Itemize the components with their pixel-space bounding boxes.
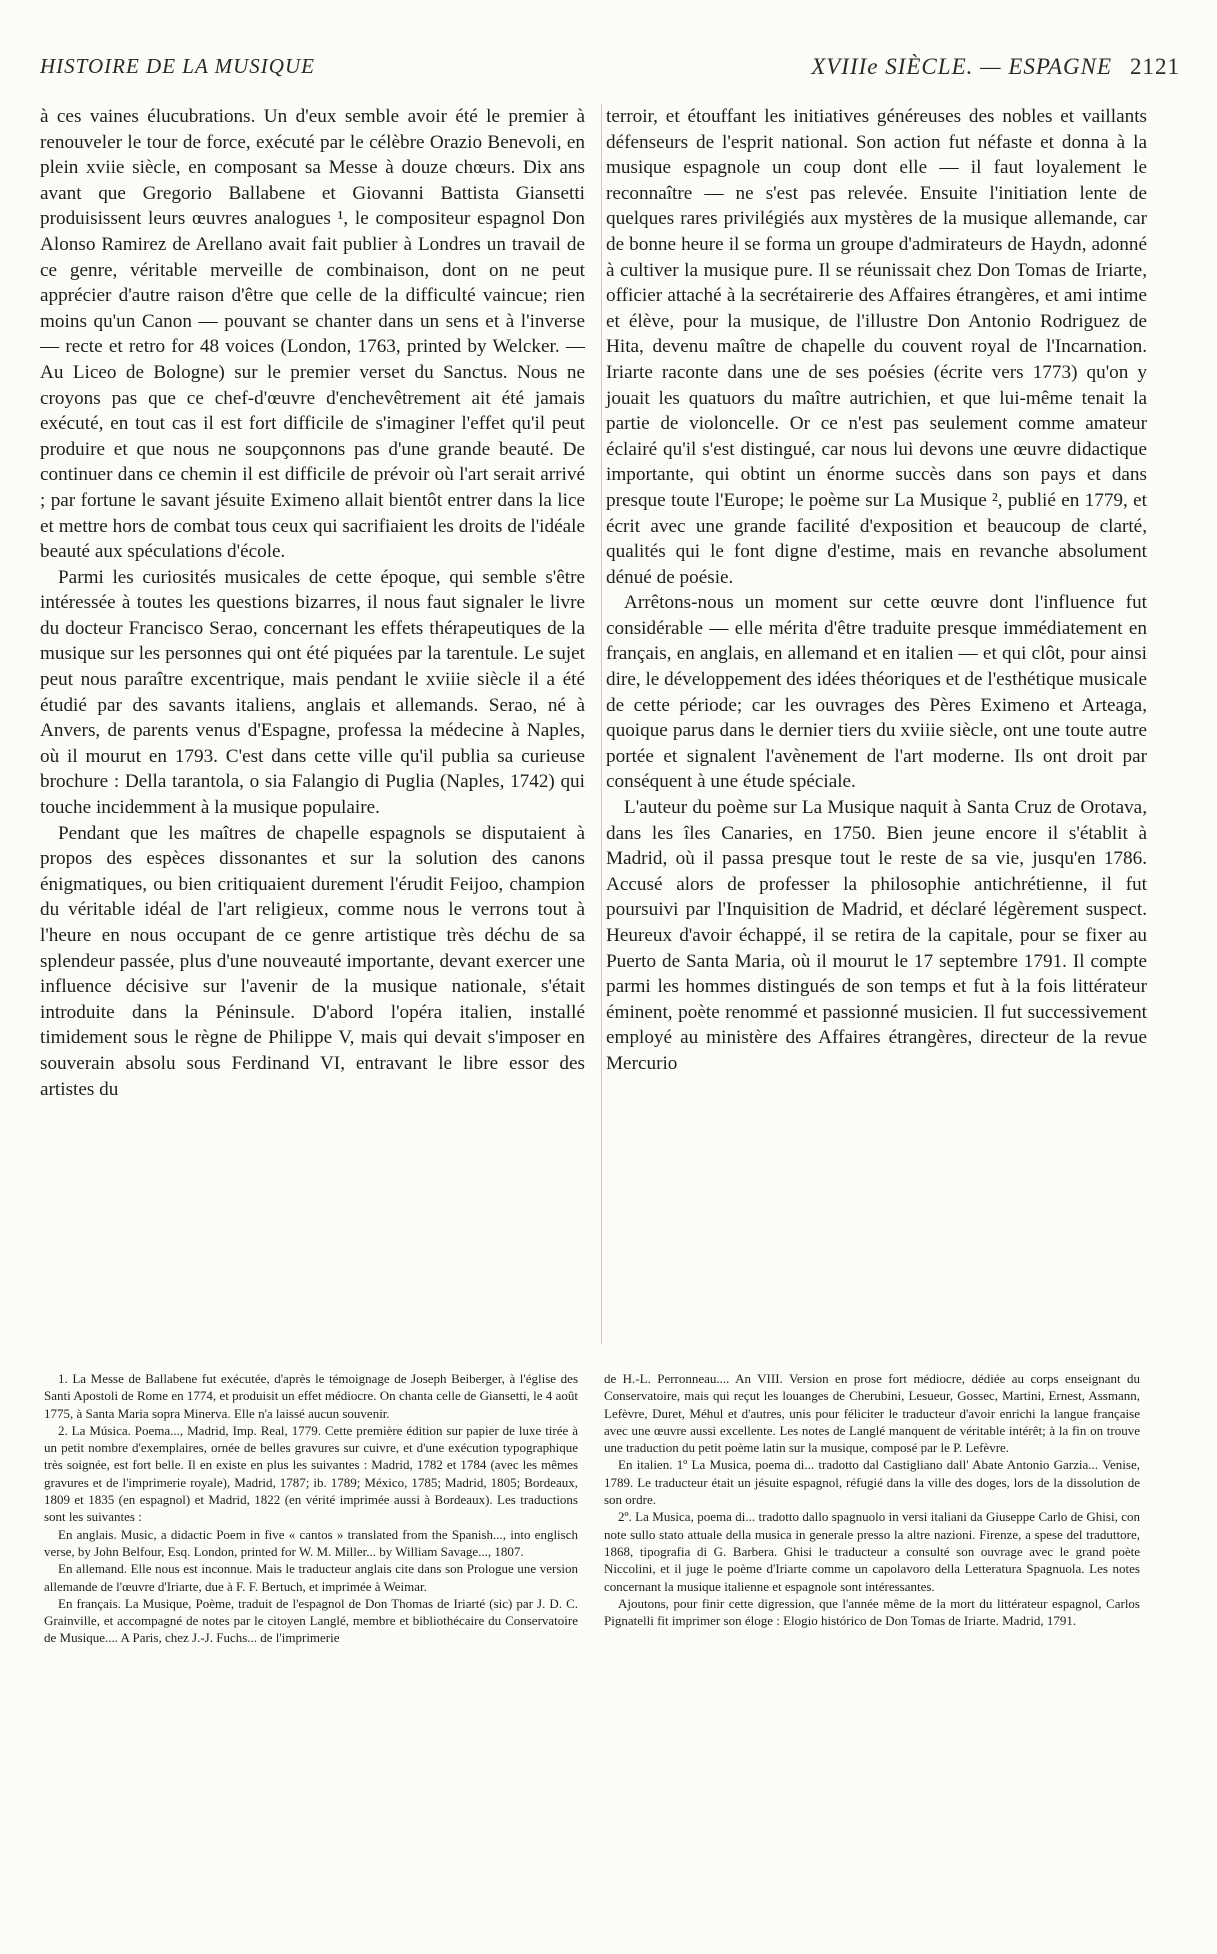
footnote: 2. La Música. Poema..., Madrid, Imp. Real, 1779. Cette première édition sur papier de luxe tirée à un petit nombre d'exemplaires, ornée de belles gravures sur cuivre, et d'une exécution typographique très soignée, est fort belle. Il en existe en plus les suivantes : Madrid, 1782 et 1784 (avec les mêmes gravures et de l'imprimerie royale), Madrid, 1787; ib. 1789; México, 1785; Madrid, 1805; Bordeaux, 1809 et 1835 (en espagnol) et Madrid, 1822 (en vérité imprimée aussi à Bordeaux). Les traductions sont les suivantes : bbox=[44, 1422, 578, 1525]
page-number: 2121 bbox=[1130, 54, 1180, 79]
header-title: HISTOIRE DE LA MUSIQUE bbox=[40, 54, 315, 78]
left-column bbox=[40, 104, 585, 1344]
footnotes-left bbox=[44, 1370, 578, 1930]
body-paragraph: L'auteur du poème sur La Musique naquit à Santa Cruz de Orotava, dans les îles Canaries, en 1750. Bien jeune encore il s'établit à Madrid, où il passa presque tout le reste de sa vie, jusqu'en 1786. Accusé alors de professer la philosophie antichrétienne, il fut poursuivi par l'Inquisition de Madrid, et déclaré légèrement suspect. Heureux d'avoir échappé, il se retira de la capitale, pour se fixer au Puerto de Santa Maria, où il mourut le 17 septembre 1791. Il compte parmi les hommes distingués de son temps et fut à la fois littérateur éminent, poète renommé et passionné musicien. Il fut successivement employé au ministère des Affaires étrangères, directeur de la revue Mercurio bbox=[606, 797, 1147, 1074]
footnote: de H.-L. Perronneau.... An VIII. Version en prose fort médiocre, dédiée au corps enseignant du Conservatoire, mais qui reçut les louanges de Cherubini, Lesueur, Gossec, Martini, Ernest, Assmann, Lefèvre, Duret, Méhul et d'autres, unis pour féliciter le traducteur d'avoir enrichi la langue française avec une œuvre aussi excellente. Les notes de Langlé manquent de véritable intérêt; à la fin on trouve une traduction du petit poème latin sur la musique, composé par le P. Lefèvre. bbox=[604, 1371, 1140, 1456]
header-section bbox=[811, 54, 1180, 80]
footnote: 1. La Messe de Ballabene fut exécutée, d'après le témoignage de Joseph Beiberger, à l'église des Santi Apostoli de Rome en 1774, et produisit un effet médiocre. On chanta celle de Giansetti, le 4 août 1775, à Santa Maria sopra Minerva. Elle n'a laissé aucun souvenir. bbox=[44, 1371, 578, 1421]
footnote: En italien. 1º La Musica, poema di... tradotto dal Castigliano dall' Abate Antonio Garzia... Venise, 1789. Le traducteur était un jésuite espagnol, réfugié dans la ville des doges, lors de la dissolution de son ordre. bbox=[604, 1457, 1140, 1508]
footnote: 2º. La Musica, poema di... tradotto dallo spagnuolo in versi italiani da Giuseppe Carlo de Ghisi, con note sullo stato attuale della musica in generale presso la altre nazioni. Firenze, a spese del traduttore, 1868, tipografia di G. Barbera. Ghisi le traducteur a consulté son ouvrage avec le grand poète Niccolini, et il juge le poème d'Iriarte comme un capolavoro della Letteratura Spagnuola. Les notes concernant la musique italienne et espagnole sont intéressantes. bbox=[604, 1509, 1140, 1594]
header-section-title: XVIIIe SIÈCLE. — ESPAGNE bbox=[811, 54, 1112, 79]
footnotes-right bbox=[604, 1370, 1140, 1930]
body-paragraph: terroir, et étouffant les initiatives généreuses des nobles et vaillants défenseurs de l'esprit national. Son action fut néfaste et donna à la musique espagnole un coup dont elle — il faut loyalement le reconnaître — ne s'est pas relevée. Ensuite l'initiation lente de quelques rares privilégiés aux mystères de la musique allemande, car de bonne heure il se forma un groupe d'admirateurs de Haydn, adonné à cultiver la musique pure. Il se réunissait chez Don Tomas de Iriarte, officier attaché à la secrétairerie des Affaires étrangères, et ami intime et élève, pour la musique, de l'illustre Don Antonio Rodriguez de Hita, devenu maître de chapelle du couvent royal de l'Incarnation. Iriarte raconte dans une de ses poésies (écrite vers 1773) qu'on y jouait les quatuors du maître autrichien, et que lui-même tenait la partie de violoncelle. Or ce n'est pas seulement comme amateur éclairé qu'il s'est distingué, car nous lui devons une œuvre didactique importante, qui obtint un énorme succès dans son pays et dans presque toute l'Europe; le poème sur La Musique ², publié en 1779, et écrit avec une grande facilité d'exposition et beaucoup de clarté, qualités qui le font digne d'estime, mais en revanche absolument dénué de poésie. bbox=[606, 106, 1147, 588]
body-paragraph: Parmi les curiosités musicales de cette époque, qui semble s'être intéressée à toutes les questions bizarres, il nous faut signaler le livre du docteur Francisco Serao, concernant les effets thérapeutiques de la musique sur les personnes qui ont été piquées par la tarentule. Le sujet peut nous paraître excentrique, mais pendant le xviiie siècle il a été étudié par des savants italiens, anglais et allemands. Serao, né à Anvers, de parents venus d'Espagne, professa la médecine à Naples, où il mourut en 1793. C'est dans cette ville qu'il publia sa curieuse brochure : Della tarantola, o sia Falangio di Puglia (Naples, 1742) qui touche incidemment à la musique populaire. bbox=[40, 566, 585, 819]
footnote: En français. La Musique, Poème, traduit de l'espagnol de Don Thomas de Iriarté (sic) par J. D. C. Grainville, et accompagné de notes par le citoyen Langlé, membre et bibliothécaire du Conservatoire de Musique.... A Paris, chez J.-J. Fuchs... de l'imprimerie bbox=[44, 1595, 578, 1646]
body-paragraph: Arrêtons-nous un moment sur cette œuvre dont l'influence fut considérable — elle mérita d'être traduite presque immédiatement en français, en anglais, en allemand et en italien — et qui clôt, pour ainsi dire, le développement des idées théoriques et de l'esthétique musicale de cette période; car les ouvrages des Pères Eximeno et Arteaga, quoique parus dans le dernier tiers du xviiie siècle, ont une toute autre portée et signalent l'avènement de l'art moderne. Ils ont droit par conséquent à une étude spéciale. bbox=[606, 592, 1147, 793]
footnote: En anglais. Music, a didactic Poem in five « cantos » translated from the Spanish..., into englisch verse, by John Belfour, Esq. London, printed for W. M. Miller... by William Savage..., 1807. bbox=[44, 1526, 578, 1559]
body-paragraph: Pendant que les maîtres de chapelle espagnols se disputaient à propos des espèces dissonantes et sur la solution des canons énigmatiques, ou bien critiquaient durement l'érudit Feijoo, champion du véritable idéal de l'art religieux, comme nous le verrons tout à l'heure en nous occupant de ce genre artistique très déchu de sa splendeur passée, plus d'une nouveauté importante, devant exercer une influence décisive sur l'avenir de la musique nationale, s'était introduite dans la Péninsule. D'abord l'opéra italien, installé timidement sous le règne de Philippe V, mais qui devait s'imposer en souverain absolu sous Ferdinand VI, entravant le libre essor des artistes du bbox=[40, 822, 585, 1100]
footnote: Ajoutons, pour finir cette digression, que l'année même de la mort du littérateur espagnol, Carlos Pignatelli fit imprimer son éloge : Elogio histórico de Don Tomas de Iriarte. Madrid, 1791. bbox=[604, 1595, 1140, 1629]
footnote: En allemand. Elle nous est inconnue. Mais le traducteur anglais cite dans son Prologue une version allemande de l'œuvre d'Iriarte, due à F. F. Bertuch, et imprimée à Weimar. bbox=[44, 1561, 578, 1594]
right-column bbox=[601, 104, 1147, 1344]
body-paragraph: à ces vaines élucubrations. Un d'eux semble avoir été le premier à renouveler le tour de force, exécuté par le célèbre Orazio Benevoli, en plein xviie siècle, en composant sa Messe à douze chœurs. Dix ans avant que Gregorio Ballabene et Giovanni Battista Giansetti produisissent leurs œuvres analogues ¹, le compositeur espagnol Don Alonso Ramirez de Arellano avait fait publier à Londres un travail de ce genre, véritable merveille de combinaison, dont on ne peut apprécier d'autre raison d'être que celle de la difficulté vaincue; rien moins qu'un Canon — pouvant se chanter dans un sens et à l'inverse — recte et retro for 48 voices (London, 1763, printed by Welcker. — Au Liceo de Bologne) sur le premier verset du Sanctus. Nous ne croyons pas que ce chef-d'œuvre d'enchevêtrement ait été jamais exécuté, en tout cas il est fort difficile de s'imaginer l'effet qu'il peut produire et que nous ne soupçonnons pas d'une grande beauté. De continuer dans ce chemin il est difficile de prévoir où l'art serait arrivé ; par fortune le savant jésuite Eximeno allait bientôt entrer dans la lice et mettre hors de combat tous ceux qui sacrifiaient les droits de l'idéale beauté aux spéculations d'école. bbox=[40, 106, 585, 563]
running-header bbox=[40, 54, 1180, 88]
